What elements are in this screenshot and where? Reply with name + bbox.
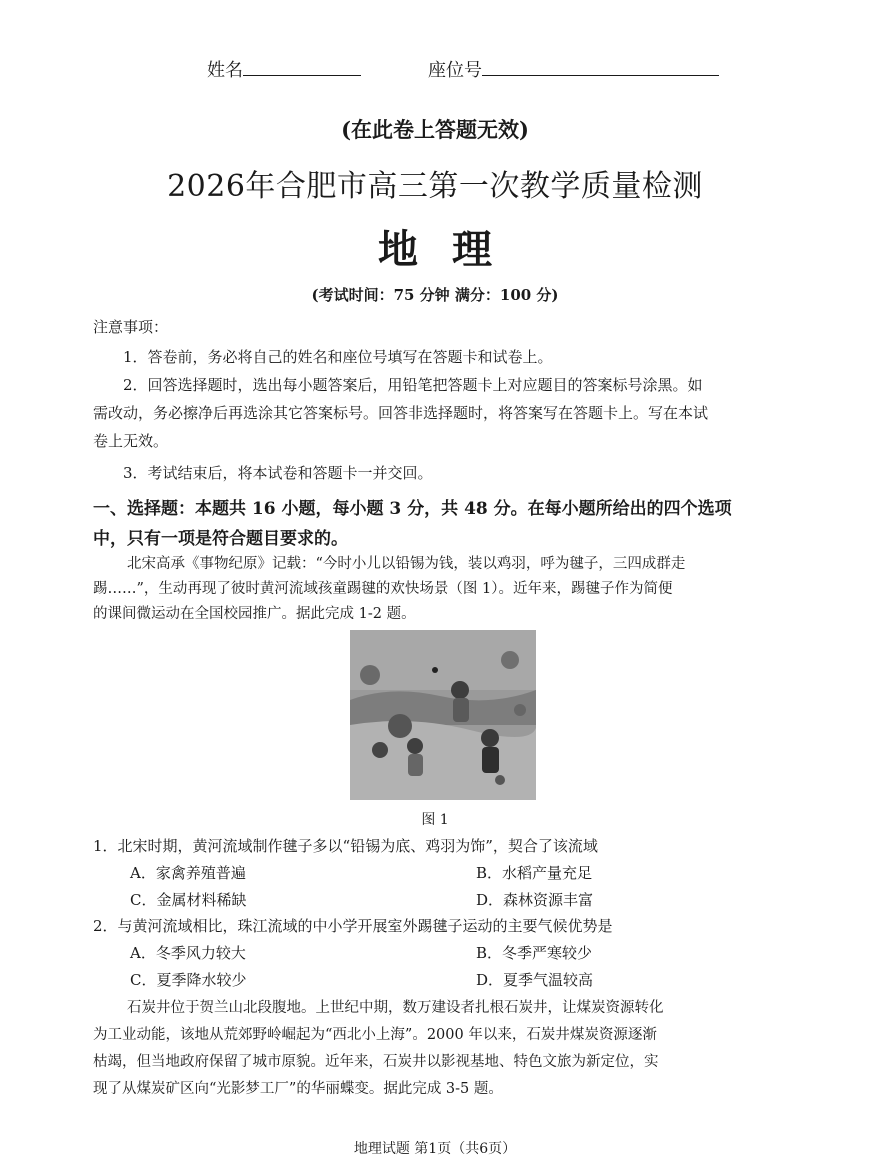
instruction-line: 3．考试结束后，将本试卷和答题卡一并交回。 xyxy=(123,464,433,482)
passage-line: 的课间微运动在全国校园推广。据此完成 1-2 题。 xyxy=(93,606,416,622)
passage-line: 踢……”，生动再现了彼时黄河流域孩童踢毽的欢快场景（图 1）。近年来，踢毽子作为简便 xyxy=(93,581,673,597)
instruction-line: 1．答卷前，务必将自己的姓名和座位号填写在答题卡和试卷上。 xyxy=(123,348,553,366)
section-heading: 一、选择题：本题共 16 小题，每小题 3 分，共 48 分。在每小题所给出的四个选项 xyxy=(93,499,732,519)
page-footer: 地理试题 第1页（共6页） xyxy=(353,1141,517,1157)
name-blank xyxy=(243,57,361,76)
exam-info: (考试时间：75 分钟 满分：100 分) xyxy=(311,286,559,304)
figure-1-image xyxy=(350,630,536,800)
option-b: B．冬季严寒较少 xyxy=(476,944,593,962)
seat-blank xyxy=(482,57,719,76)
option-c: C．金属材料稀缺 xyxy=(130,891,247,909)
instruction-line: 卷上无效。 xyxy=(93,432,169,450)
option-d: D．夏季气温较高 xyxy=(476,971,594,989)
exam-title: 2026年合肥市高三第一次教学质量检测 xyxy=(167,169,703,204)
instruction-line: 需改动，务必擦净后再选涂其它答案标号。回答非选择题时，将答案写在答题卡上。写在本试 xyxy=(93,404,709,422)
instruction-line: 2．回答选择题时，选出每小题答案后，用铅笔把答题卡上对应题目的答案标号涂黑。如 xyxy=(123,376,703,394)
question-stem: 2．与黄河流域相比，珠江流域的中小学开展室外踢毽子运动的主要气候优势是 xyxy=(93,917,613,935)
notice: (在此卷上答题无效) xyxy=(341,117,529,142)
name-label: 姓名 xyxy=(207,60,243,81)
section-heading-cont: 中，只有一项是符合题目要求的。 xyxy=(93,529,348,549)
passage-line: 现了从煤炭矿区向“光影梦工厂”的华丽蝶变。据此完成 3-5 题。 xyxy=(93,1081,503,1097)
passage-line: 石炭井位于贺兰山北段腹地。上世纪中期，数万建设者扎根石炭井，让煤炭资源转化 xyxy=(127,1000,664,1016)
question-stem: 1．北宋时期，黄河流域制作毽子多以“铅锡为底、鸡羽为饰”，契合了该流域 xyxy=(93,837,598,855)
passage-line: 为工业动能，该地从荒郊野岭崛起为“西北小上海”。2000 年以来，石炭井煤炭资源逐渐 xyxy=(93,1027,657,1043)
passage-line: 枯竭，但当地政府保留了城市原貌。近年来，石炭井以影视基地、特色文旅为新定位，实 xyxy=(93,1054,659,1070)
option-c: C．夏季降水较少 xyxy=(130,971,247,989)
seat-field xyxy=(428,56,719,82)
option-d: D．森林资源丰富 xyxy=(476,891,594,909)
seat-label: 座位号 xyxy=(428,60,482,81)
subject-title: 地理 xyxy=(378,226,526,273)
passage-line: 北宋高承《事物纪原》记载：“今时小儿以铅锡为钱，装以鸡羽，呼为毽子，三四成群走 xyxy=(127,556,686,572)
option-b: B．水稻产量充足 xyxy=(476,864,593,882)
option-a: A．家禽养殖普遍 xyxy=(130,864,246,882)
instructions-heading: 注意事项： xyxy=(93,318,169,336)
figure-caption: 图 1 xyxy=(421,812,449,828)
option-a: A．冬季风力较大 xyxy=(130,944,246,962)
name-field xyxy=(207,56,361,82)
